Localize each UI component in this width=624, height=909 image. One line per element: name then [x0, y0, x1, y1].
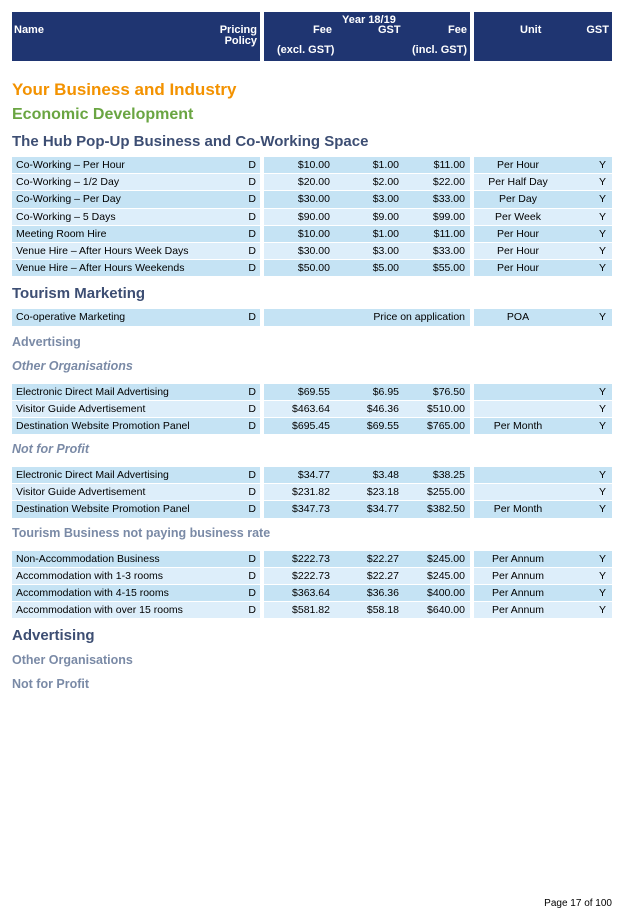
row-fee-excl: $581.82 — [292, 604, 330, 617]
table-row — [12, 191, 612, 208]
row-gst-flag: Y — [598, 227, 606, 240]
page-number: Page 17 of 100 — [544, 898, 612, 909]
row-policy: D — [248, 402, 256, 415]
row-fee-incl: $245.00 — [427, 552, 465, 565]
row-name: Electronic Direct Mail Advertising — [16, 469, 169, 482]
row-policy: D — [248, 569, 256, 582]
row-fee-incl: $11.00 — [433, 159, 465, 171]
row-gst: $36.36 — [366, 587, 399, 599]
row-gst-flag: Y — [598, 552, 606, 565]
row-fee-incl: $33.00 — [432, 244, 465, 257]
section-title-business: Your Business and Industry — [12, 80, 237, 99]
row-gst: $22.27 — [366, 569, 399, 582]
row-gst-flag: Y — [598, 244, 606, 257]
row-name: Venue Hire – After Hours Weekends — [16, 262, 185, 275]
row-policy: D — [248, 469, 256, 482]
table-row — [12, 585, 612, 602]
table-row — [12, 209, 612, 226]
row-policy: D — [248, 210, 256, 223]
header-name-block — [12, 12, 260, 61]
subsection-not-for-profit-2: Not for Profit — [12, 677, 90, 692]
row-gst-flag: Y — [598, 311, 606, 324]
row-gst-flag: Y — [598, 503, 606, 516]
row-fee-incl: $38.25 — [432, 469, 465, 482]
table-row — [12, 602, 612, 619]
row-gst-flag: Y — [598, 569, 606, 582]
row-gst-flag: Y — [598, 469, 606, 482]
other-org-table — [12, 384, 612, 436]
row-fee-excl: $695.45 — [292, 419, 330, 432]
row-fee-incl: $382.50 — [427, 503, 465, 516]
subsection-other-organisations-2: Other Organisations — [12, 653, 133, 668]
row-fee-incl: $11.00 — [433, 227, 465, 240]
hub-table — [12, 157, 612, 277]
row-gst-flag: Y — [598, 604, 606, 617]
row-gst-flag: Y — [598, 193, 606, 206]
header-fee-incl: Fee — [448, 24, 467, 36]
table-row — [12, 484, 612, 501]
row-fee-incl: $55.00 — [432, 262, 465, 275]
row-policy: D — [248, 587, 256, 599]
row-gst: $3.00 — [372, 193, 399, 206]
section-title-tourism: Tourism Marketing — [12, 285, 146, 303]
row-unit: Per Annum — [492, 587, 544, 599]
row-policy: D — [248, 159, 256, 171]
header-pricing-policy-1: Pricing — [219, 24, 257, 36]
row-unit: Per Month — [493, 503, 543, 516]
row-gst: $3.00 — [372, 244, 399, 257]
row-gst-flag: Y — [598, 486, 606, 499]
row-fee-incl: $76.50 — [432, 385, 465, 398]
row-policy: D — [248, 244, 256, 257]
header-unit-block — [474, 12, 612, 61]
row-unit: Per Hour — [496, 244, 539, 257]
row-policy: D — [248, 486, 256, 499]
header-pricing-policy-2: Policy — [224, 35, 257, 47]
row-gst-flag: Y — [598, 262, 606, 275]
row-gst: $1.00 — [372, 159, 399, 171]
row-name: Destination Website Promotion Panel — [16, 419, 190, 432]
row-name: Visitor Guide Advertisement — [16, 402, 146, 415]
row-fee-excl: $50.00 — [297, 262, 330, 275]
header-unit: Unit — [520, 24, 542, 36]
row-gst: $3.48 — [372, 469, 399, 482]
header-fees-block — [264, 12, 470, 61]
row-unit: Per Hour — [496, 159, 539, 171]
row-unit: Per Half Day — [488, 176, 548, 189]
table-row — [12, 418, 612, 435]
row-gst: $22.27 — [366, 552, 399, 565]
row-name: Non-Accommodation Business — [16, 552, 160, 565]
table-row — [12, 226, 612, 243]
row-policy: D — [248, 176, 256, 189]
row-fee-incl: $22.00 — [432, 176, 465, 189]
row-policy: D — [248, 604, 256, 617]
row-unit: Per Annum — [492, 604, 544, 617]
table-row — [12, 157, 612, 174]
section-title-advertising: Advertising — [12, 627, 95, 645]
row-unit: Per Hour — [496, 262, 539, 275]
header-fee-excl-note: (excl. GST) — [277, 44, 335, 56]
row-fee-incl: $510.00 — [427, 402, 465, 415]
tourism-business-table — [12, 551, 612, 620]
row-name: Accommodation with 4-15 rooms — [16, 587, 169, 599]
row-unit: Per Annum — [492, 552, 544, 565]
table-row — [12, 568, 612, 585]
fee-schedule-page — [12, 12, 612, 694]
subsection-not-for-profit: Not for Profit — [12, 442, 90, 457]
section-title-hub: The Hub Pop-Up Business and Co-Working Space — [12, 133, 369, 150]
row-fee-excl: $222.73 — [292, 552, 330, 565]
table-row — [12, 260, 612, 277]
row-name: Visitor Guide Advertisement — [16, 486, 146, 499]
row-gst: $58.18 — [366, 604, 399, 617]
row-name: Accommodation with 1-3 rooms — [16, 569, 164, 582]
subsection-tourism-business: Tourism Business not paying business rate — [12, 525, 271, 540]
row-fee-excl: $30.00 — [297, 193, 330, 206]
row-fee-excl: $231.82 — [292, 486, 330, 499]
row-name: Meeting Room Hire — [16, 227, 107, 240]
row-policy: D — [248, 262, 256, 275]
table-row — [12, 401, 612, 418]
table-row — [12, 551, 612, 568]
row-fee-excl: $347.73 — [292, 503, 330, 516]
subsection-other-organisations: Other Organisations — [12, 358, 133, 373]
row-fee-incl: $255.00 — [427, 486, 465, 499]
row-gst: $5.00 — [372, 262, 399, 275]
header-fee-excl: Fee — [313, 24, 332, 36]
row-gst: $9.00 — [372, 210, 399, 223]
row-policy: D — [248, 227, 256, 240]
row-gst: $2.00 — [372, 176, 399, 189]
row-policy: D — [248, 419, 256, 432]
row-fee-excl: $34.77 — [297, 469, 330, 482]
row-name: Destination Website Promotion Panel — [16, 503, 190, 516]
header-fee-incl-note: (incl. GST) — [412, 44, 467, 56]
row-unit: Per Hour — [496, 227, 539, 240]
row-name: Accommodation with over 15 rooms — [16, 604, 183, 617]
row-gst: $23.18 — [366, 486, 399, 499]
row-fee-excl: $30.00 — [297, 244, 330, 257]
row-name: Co-Working – Per Hour — [16, 159, 125, 171]
row-gst-flag: Y — [598, 587, 606, 599]
row-unit: Per Week — [495, 210, 541, 223]
row-gst-flag: Y — [598, 385, 606, 398]
row-fee-excl: $10.00 — [297, 159, 330, 171]
table-row — [12, 174, 612, 191]
row-gst-flag: Y — [598, 210, 606, 223]
header-name: Name — [14, 24, 44, 36]
row-fee-excl: $90.00 — [297, 210, 330, 223]
row-gst: $34.77 — [366, 503, 399, 516]
row-gst-flag: Y — [598, 402, 606, 415]
row-gst: $1.00 — [372, 227, 399, 240]
row-name: Co-operative Marketing — [16, 311, 126, 324]
row-fee-excl: $10.00 — [297, 227, 330, 240]
row-unit: Per Annum — [492, 569, 544, 582]
table-row — [12, 501, 612, 518]
table-row — [12, 384, 612, 401]
row-unit: Per Month — [493, 419, 543, 432]
row-name: Co-Working – Per Day — [16, 193, 121, 206]
row-fee-incl: $99.00 — [432, 210, 465, 223]
header-gst: GST — [378, 24, 401, 36]
header-gst-flag: GST — [586, 24, 609, 36]
row-name: Co-Working – 1/2 Day — [16, 176, 120, 189]
row-fee-excl: $20.00 — [297, 176, 330, 189]
row-unit: Per Day — [499, 193, 537, 206]
row-gst-flag: Y — [598, 159, 606, 171]
row-gst-flag: Y — [598, 419, 606, 432]
row-gst-flag: Y — [598, 176, 606, 189]
row-price-on-application: Price on application — [373, 311, 465, 324]
row-fee-incl: $640.00 — [427, 604, 465, 617]
row-gst: $6.95 — [372, 385, 399, 398]
row-fee-excl: $463.64 — [292, 402, 330, 415]
header-year: Year 18/19 — [342, 14, 396, 26]
row-gst: $46.36 — [366, 402, 399, 415]
row-name: Venue Hire – After Hours Week Days — [16, 244, 189, 257]
nfp-table — [12, 467, 612, 519]
row-gst: $69.55 — [366, 419, 399, 432]
row-name: Electronic Direct Mail Advertising — [16, 385, 169, 398]
row-policy: D — [248, 503, 256, 516]
subsection-advertising: Advertising — [12, 334, 81, 349]
table-row — [12, 467, 612, 484]
row-policy: D — [248, 311, 256, 324]
row-fee-excl: $363.64 — [292, 587, 330, 599]
row-policy: D — [248, 193, 256, 206]
section-title-economic: Economic Development — [12, 106, 194, 123]
table-row — [12, 243, 612, 260]
row-fee-incl: $400.00 — [427, 587, 465, 599]
table-header — [12, 12, 612, 61]
row-fee-incl: $33.00 — [432, 193, 465, 206]
row-name: Co-Working – 5 Days — [16, 210, 116, 223]
row-policy: D — [248, 385, 256, 398]
row-fee-incl: $245.00 — [427, 569, 465, 582]
row-policy: D — [248, 552, 256, 565]
row-fee-excl: $69.55 — [297, 385, 330, 398]
row-fee-incl: $765.00 — [427, 419, 465, 432]
coop-row — [12, 309, 612, 326]
row-fee-excl: $222.73 — [292, 569, 330, 582]
row-unit: POA — [506, 311, 530, 324]
